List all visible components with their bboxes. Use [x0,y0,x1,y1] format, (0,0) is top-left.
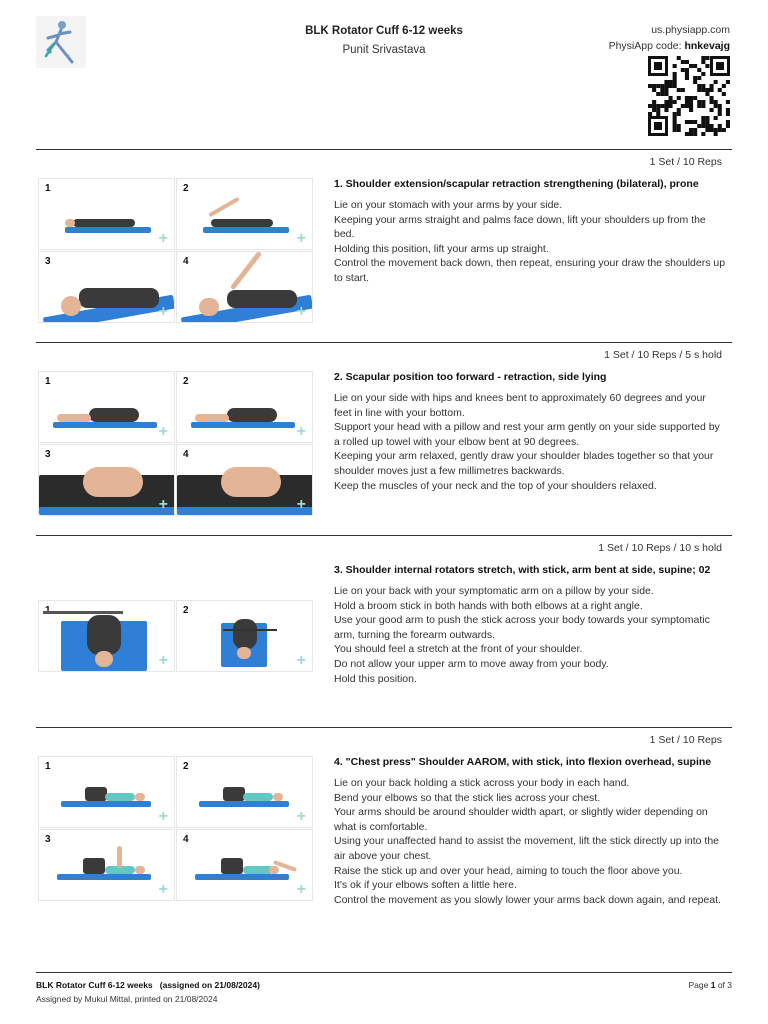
instruction-line: It's ok if your elbows soften a little here. [334,879,517,892]
image-number: 2 [183,376,189,387]
figure-arm [208,197,239,217]
instruction-line: Keep the muscles of your neck and the top of your shoulders relaxed. [334,479,657,492]
image-number: 3 [45,256,51,267]
image-number: 2 [183,761,189,772]
figure [89,408,139,422]
instruction-line: Bend your elbows so that the stick lies across your chest. [334,791,601,804]
figure [87,615,121,655]
mat [191,422,295,428]
instruction-line: Lie on your back with your symptomatic arm on a pillow by your side. [334,585,654,597]
stick [43,611,123,614]
page-current: 1 [710,980,716,990]
site-link[interactable]: us.physiapp.com [651,24,730,36]
exercise-image [176,444,313,516]
instruction-line: Control the movement as you slowly lower your arms back down again, and repeat. [334,893,721,906]
instruction-line: Holding this position, lift your arms up straight. [334,242,549,255]
figure-legs [57,414,91,422]
exercise-title: 3. Shoulder internal rotators stretch, with stick, arm bent at side, supine; 02 [334,564,711,576]
exercise-instructions [334,584,726,686]
plus-icon: + [158,652,168,669]
mat [61,801,151,807]
figure [227,290,297,308]
figure [211,219,273,227]
exercise-image [176,251,313,323]
footer-program-name: BLK Rotator Cuff 6-12 weeks [36,980,153,990]
exercise-image [38,600,175,672]
physiapp-logo [36,16,86,68]
exercise-dosage: 1 Set / 10 Reps [649,734,722,746]
plus-icon: + [296,423,306,440]
figure [73,219,135,227]
instruction-line: Raise the stick up and over your head, aiming to touch the floor above you. [334,864,683,877]
exercise-image [176,178,313,250]
figure [227,408,277,422]
figure-arm [230,251,262,290]
document-title: BLK Rotator Cuff 6-12 weeks [305,25,463,37]
figure-head [95,651,113,667]
plus-icon: + [296,303,306,320]
author-name: Punit Srivastava [342,44,426,56]
instruction-line: You should feel a stretch at the front of your shoulder. [334,643,583,656]
plus-icon: + [296,230,306,247]
instruction-line: Hold a broom stick in both hands with both elbows at a right angle. [334,599,643,612]
exercise-title: 1. Shoulder extension/scapular retraction strengthening (bilateral), prone [334,178,699,190]
instruction-line: Your arms should be around shoulder width apart, or slightly wider depending on what is comfortable. [334,806,708,833]
stick [223,629,277,631]
image-number: 3 [45,449,51,460]
exercise-instructions [334,776,726,907]
exercise-image [38,371,175,443]
exercise-image [38,178,175,250]
figure-head [135,866,145,874]
plus-icon: + [158,808,168,825]
mat [57,874,151,880]
figure [79,288,159,308]
figure-head [273,793,283,801]
plus-icon: + [296,652,306,669]
figure [233,619,257,649]
image-number: 4 [183,834,189,845]
exercise-image [38,444,175,516]
figure-arms [117,846,122,868]
plus-icon: + [158,423,168,440]
instruction-line: Control the movement back down, then repeat, ensuring your draw the shoulders up to start. [334,257,726,284]
figure-back [221,467,281,497]
exercise-title: 4. "Chest press" Shoulder AAROM, with stick, into flexion overhead, supine [334,756,712,768]
instruction-line: Lie on your stomach with your arms by your side. [334,199,563,211]
image-number: 4 [183,449,189,460]
figure-torso [105,793,135,801]
instruction-line: Do not allow your upper arm to move away from your body. [334,657,609,670]
plus-icon: + [296,496,306,513]
instruction-line: Use your good arm to push the stick across your body towards your symptomatic arm, turning the forearm outwards. [334,614,710,641]
image-number: 1 [45,376,51,387]
figure-head [61,296,81,316]
plus-icon: + [158,230,168,247]
image-number: 1 [45,183,51,194]
footer-assigned-by: Assigned by Mukul Mittal, printed on 21/08/2024 [36,994,218,1004]
plus-icon: + [296,808,306,825]
figure-head [269,866,279,874]
figure-back [83,467,143,497]
figure-legs [221,858,243,874]
image-number: 1 [45,761,51,772]
qr-code [648,56,730,136]
figure-head [237,647,251,659]
figure-legs [223,787,245,801]
page-total: of 3 [717,980,732,990]
figure-head [65,219,75,227]
exercise-2 [36,343,732,535]
mat [195,874,289,880]
exercise-image [176,600,313,672]
footer-assigned-date: (assigned on 21/08/2024) [159,980,260,990]
exercise-image [176,829,313,901]
instruction-line: Lie on your side with hips and knees bent to approximately 60 degrees and your feet in line with your bottom. [334,392,706,419]
page-label: Page [688,980,709,990]
page-header [36,14,732,138]
instruction-line: Support your head with a pillow and rest your arm gently on your side supported by a rolled up towel with your elbow bent at 90 degrees. [334,421,720,448]
physiapp-code [609,40,730,52]
exercise-image [38,251,175,323]
exercise-instructions [334,198,726,286]
exercise-1 [36,150,732,342]
instruction-line: Hold this position. [334,672,417,685]
mat [199,801,289,807]
instruction-line: Lie on your back holding a stick across your body in each hand. [334,777,630,789]
code-label: PhysiApp code: [608,40,682,52]
figure-legs [195,414,229,422]
footer-title [36,980,260,990]
plus-icon: + [158,303,168,320]
figure-head [135,793,145,801]
exercise-image [38,829,175,901]
exercise-image [176,756,313,828]
image-number: 2 [183,183,189,194]
plus-icon: + [158,496,168,513]
mat [65,227,151,233]
exercise-image [176,371,313,443]
page-footer [36,972,732,1012]
exercise-instructions [334,391,726,493]
plus-icon: + [296,881,306,898]
exercise-title: 2. Scapular position too forward - retraction, side lying [334,371,607,383]
figure-legs [85,787,107,801]
exercise-dosage: 1 Set / 10 Reps [649,156,722,168]
figure-legs [83,858,105,874]
exercise-image [38,756,175,828]
plus-icon: + [158,881,168,898]
mat [203,227,289,233]
exercise-dosage: 1 Set / 10 Reps / 10 s hold [598,542,722,554]
mat [53,422,157,428]
figure-torso [243,793,273,801]
exercise-dosage: 1 Set / 10 Reps / 5 s hold [604,349,722,361]
code-value: hnkevajg [684,40,730,52]
image-number: 2 [183,605,189,616]
exercise-3 [36,536,732,727]
instruction-line: Keeping your arms straight and palms face down, lift your shoulders up from the bed. [334,213,706,241]
figure-head [199,298,219,316]
image-number: 3 [45,834,51,845]
page-number [688,980,732,990]
mat [177,507,313,515]
instruction-line: Using your unaffected hand to assist the movement, lift the stick directly up into the air above your chest. [334,835,720,862]
image-number: 4 [183,256,189,267]
exercise-4 [36,728,732,964]
instruction-line: Keeping your arm relaxed, gently draw your shoulder blades together so that your shoulder moves just a few millimetres backwards. [334,450,714,477]
mat [39,507,175,515]
